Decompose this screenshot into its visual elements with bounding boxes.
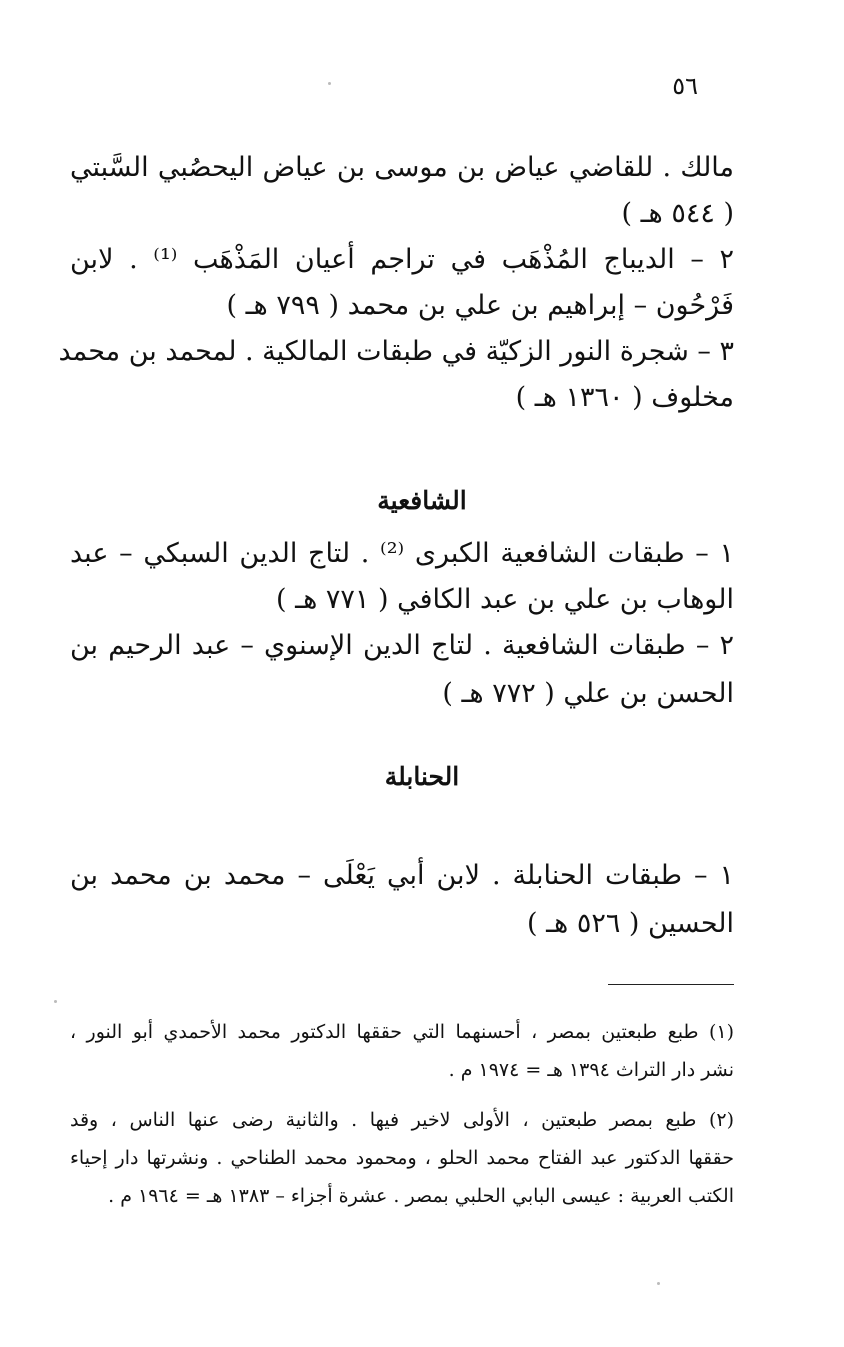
maliki-item3-line2: مخلوف ( ١٣٦٠ هـ ) [515,382,734,413]
maliki-item3-line1: ٣ – شجرة النور الزكيّة في طبقات المالكية . لمحمد بن محمد [58,336,734,367]
maliki-item2-line1: ٢ – الديباج المُذْهَب في تراجم أعيان المَذْهَب ⁽¹⁾ . لابن [70,244,734,275]
footnote-1-line2: نشر دار التراث ١٣٩٤ هـ = ١٩٧٤ م . [448,1059,734,1081]
scan-speck [54,1000,57,1003]
maliki-item2-line2: فَرْحُون – إبراهيم بن علي بن محمد ( ٧٩٩ هـ ) [226,290,734,321]
shafii-item1-line2: الوهاب بن علي بن عبد الكافي ( ٧٧١ هـ ) [276,584,734,615]
footnote-2-line3: الكتب العربية : عيسى البابي الحلبي بمصر . عشرة أجزاء – ١٣٨٣ هـ = ١٩٦٤ م . [108,1185,734,1207]
scan-speck [657,1282,660,1285]
footnote-separator [608,984,734,985]
shafii-item2-line2: الحسن بن علي ( ٧٧٢ هـ ) [442,678,734,709]
hanbali-item1-line1: ١ – طبقات الحنابلة . لابن أبي يَعْلَى – محمد بن محمد بن [70,860,734,891]
footnote-1-line1: (١) طبع طبعتين بمصر ، أحسنهما التي حققها الدكتور محمد الأحمدي أبو النور ، [70,1021,734,1043]
maliki-item1-line1: مالك . للقاضي عياض بن موسى بن عياض اليحصُبي السَّبتي [70,152,734,183]
page-number: ٥٦ [672,72,698,100]
hanbali-heading: الحنابلة [384,762,460,791]
shafii-heading: الشافعية [377,486,467,515]
shafii-item1-line1: ١ – طبقات الشافعية الكبرى ⁽²⁾ . لتاج الدين السبكي – عبد [70,538,734,569]
hanbali-item1-line2: الحسين ( ٥٢٦ هـ ) [526,908,734,939]
maliki-item1-line2: ( ٥٤٤ هـ ) [621,198,734,229]
footnote-2-line1: (٢) طبع بمصر طبعتين ، الأولى لاخير فيها . والثانية رضى عنها الناس ، وقد [70,1109,734,1131]
scan-speck [328,82,331,85]
shafii-item2-line1: ٢ – طبقات الشافعية . لتاج الدين الإسنوي – عبد الرحيم بن [70,630,734,661]
footnote-2-line2: حققها الدكتور عبد الفتاح محمد الحلو ، ومحمود محمد الطناحي . ونشرتها دار إحياء [70,1147,734,1169]
